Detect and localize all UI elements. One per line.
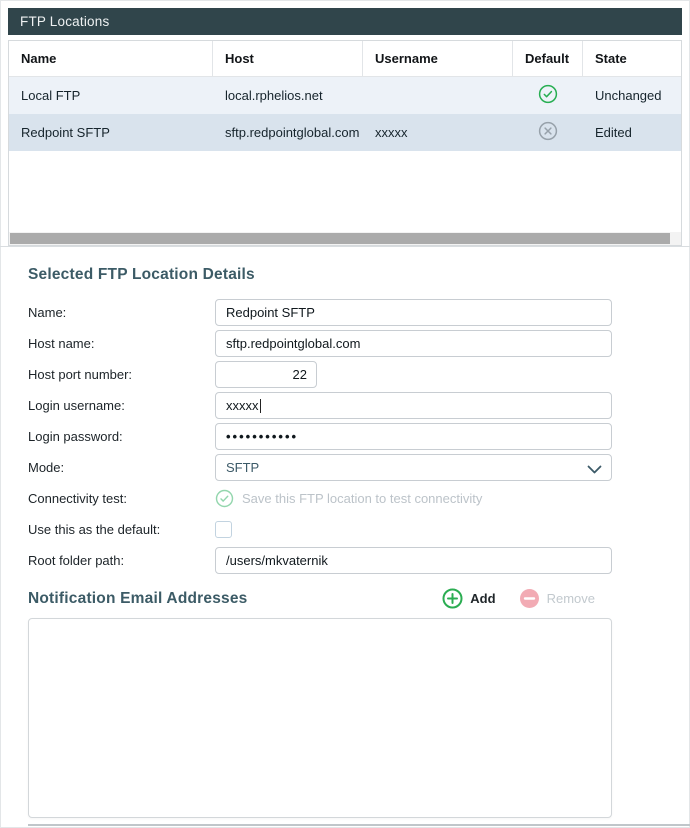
form-row-port [28,359,690,390]
cell-state: Edited [595,125,632,140]
cell-name: Local FTP [21,88,81,103]
name-label: Name: [28,305,67,320]
bottom-border-line [28,824,690,826]
emails-section [0,576,690,818]
connectivity-check-icon [215,489,234,508]
panel-titlebar [8,8,682,35]
login-username-label: Login username: [28,398,125,413]
host-name-input[interactable] [215,330,612,357]
cell-default [513,114,583,151]
cell-host: local.rphelios.net [225,88,323,103]
column-header-state[interactable]: State [595,51,627,66]
column-header-username[interactable]: Username [363,41,513,76]
name-input[interactable] [215,299,612,326]
cell-username: xxxxx [375,125,408,140]
form-row-host [28,328,690,359]
cell-username [363,77,513,114]
use-default-checkbox[interactable] [215,521,232,538]
default-cross-icon [538,121,558,144]
login-username-value: xxxxx [226,398,259,413]
add-icon [442,588,463,609]
column-header-host[interactable]: Host [213,41,363,76]
text-cursor [260,399,261,413]
cell-name: Redpoint SFTP [21,125,110,140]
ftp-locations-panel [0,0,690,246]
form-row-mode [28,452,690,483]
use-default-label: Use this as the default: [28,522,161,537]
host-name-label: Host name: [28,336,95,351]
remove-button-label: Remove [546,591,595,606]
column-header-name[interactable]: Name [9,41,213,76]
form-row-root [28,545,690,576]
root-folder-input[interactable] [215,547,612,574]
login-password-input[interactable] [215,423,612,450]
host-port-input[interactable] [215,361,317,388]
add-email-button[interactable] [442,588,495,609]
scrollbar-thumb[interactable] [10,233,670,244]
table-header-row [9,41,681,77]
form-row-connectivity [28,483,690,514]
panel-title: FTP Locations [20,14,110,29]
mode-label: Mode: [28,460,65,475]
chevron-down-icon [587,463,602,478]
login-password-masked-value: ••••••••••• [226,429,299,444]
add-button-label: Add [470,591,496,606]
default-check-icon [538,84,558,107]
emails-section-title: Notification Email Addresses [28,589,248,607]
form-row-username [28,390,690,421]
table-empty-area [9,151,681,232]
column-header-default[interactable]: Default [513,41,583,76]
connectivity-message: Save this FTP location to test connectivity [242,491,483,506]
cell-default [513,77,583,114]
details-section [0,247,690,576]
ftp-locations-table [8,40,682,246]
mode-selected-value: SFTP [226,460,260,475]
email-addresses-list[interactable] [28,618,612,818]
login-username-input[interactable] [215,392,612,419]
remove-icon [519,588,540,609]
table-row[interactable] [9,77,681,114]
form-row-password [28,421,690,452]
mode-select[interactable] [215,454,612,481]
horizontal-scrollbar[interactable] [9,232,681,245]
root-folder-label: Root folder path: [28,553,125,568]
host-port-label: Host port number: [28,367,133,382]
table-row[interactable] [9,114,681,151]
form-row-default [28,514,690,545]
login-password-label: Login password: [28,429,123,444]
details-section-title: Selected FTP Location Details [28,266,255,283]
remove-email-button[interactable] [519,588,595,609]
cell-host: sftp.redpointglobal.com [225,125,360,140]
connectivity-test-label: Connectivity test: [28,491,127,506]
form-row-name [28,297,690,328]
cell-state: Unchanged [595,88,662,103]
